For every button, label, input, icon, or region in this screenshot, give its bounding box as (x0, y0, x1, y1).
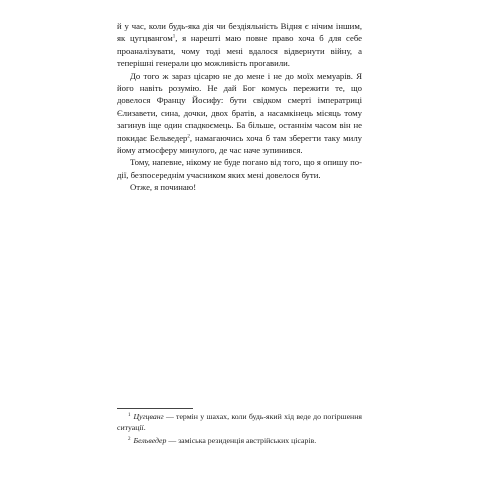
footnote-mark: 2 (128, 437, 131, 443)
footnote (117, 412, 362, 433)
paragraph (117, 20, 362, 70)
footnote-reference: 2 (187, 134, 190, 140)
footnote-reference: 1 (172, 34, 176, 40)
footnote-term: Цугцванг (133, 412, 164, 421)
paragraph-text: , намагаючись хоча б там зберегти таку милу йому атмосферу минулого, де час наче зупинився. (117, 132, 363, 156)
paragraph-text: й у час, коли будь-яка дія чи бездіяльність Відня є нічим іншим, як цугцвангом (117, 21, 362, 44)
footnote-mark: 1 (128, 413, 131, 418)
paragraph (117, 156, 362, 181)
main-text (117, 20, 362, 194)
paragraph (117, 181, 362, 193)
footnote-term: Бельведер (133, 436, 167, 446)
footnotes-section (117, 408, 362, 450)
footnote (117, 436, 362, 447)
paragraph-text: Отже, я починаю! (130, 182, 197, 193)
paragraph-text: , я нарешті маю повне право хоча б для себе проаналізувати, чому тоді мені вдалося відвернути війну, а теперішні генерали цю можливість прогавили. (117, 33, 362, 69)
paragraph-text: До того ж зараз цісарю не до мене і не до моїх мемуарів. Я його навіть розумію. Не дай Бог комусь пережити те, що довелося Францу Йосифу: бути свідком смерті імператриці Єлизавети, сина, дочки, двох братів, а насамкінець місяць тому загинув іще один спадкоємець. Ба більше, останнім часом він не покидає Бельведер (117, 70, 362, 143)
paragraph (117, 70, 362, 157)
footnote-text: — термін у шахах, коли будь-який хід веде до погіршення ситуації. (117, 412, 362, 432)
footnote-list (117, 412, 362, 447)
footnote-separator (117, 408, 193, 409)
paragraph-text: Тому, напевне, нікому не буде погано від того, що я опишу події, безпосереднім учасником яких мені довелося бути. (117, 157, 362, 180)
footnote-text: — заміська резиденція австрійських цісарів. (166, 436, 317, 446)
